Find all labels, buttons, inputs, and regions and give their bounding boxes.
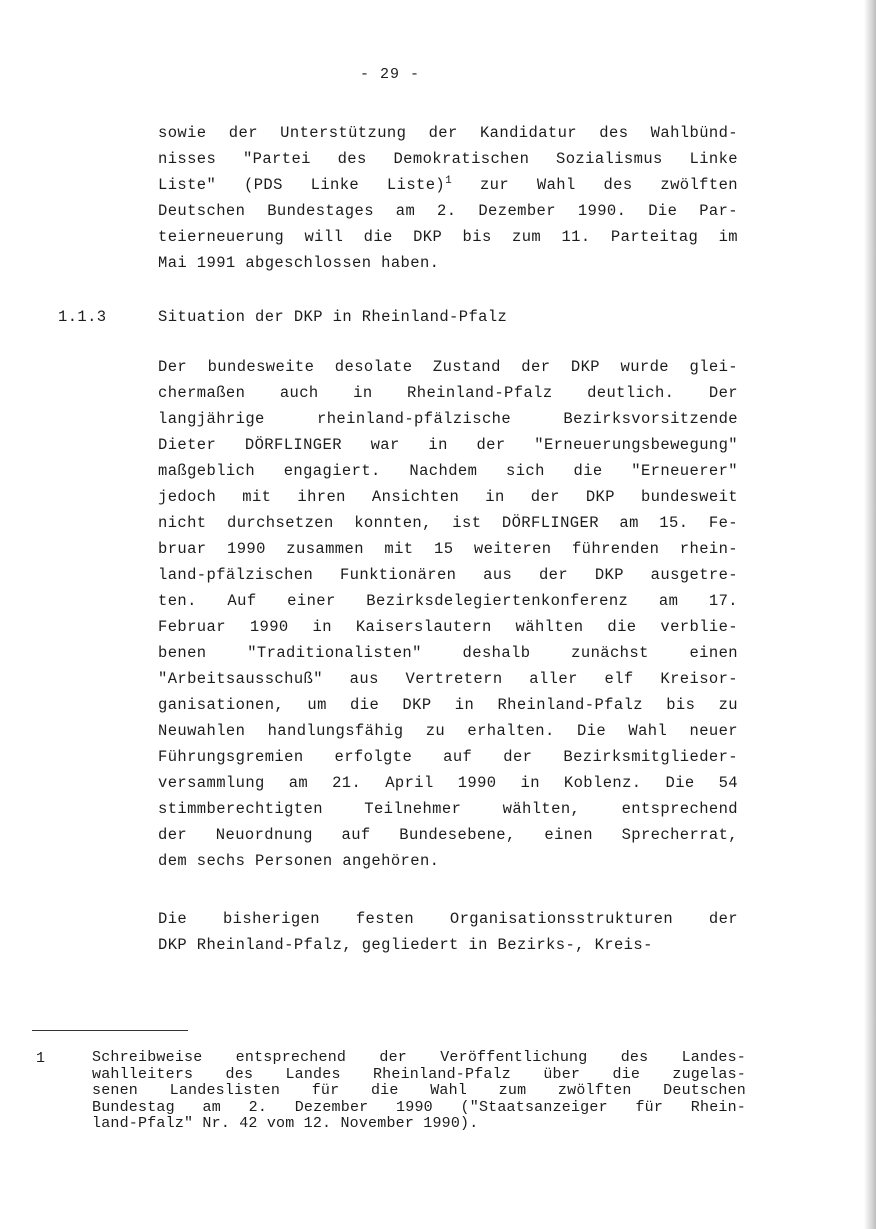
text-line: ganisationen, um die DKP in Rheinland-Pfalz bis zu: [158, 696, 738, 714]
text-line: benen "Traditionalisten" deshalb zunächst einen: [158, 644, 738, 662]
footnote-marker: 1: [36, 1050, 46, 1067]
footnote-text: [92, 1050, 746, 1133]
text-line: "Arbeitsausschuß" aus Vertretern aller elf Kreisor-: [158, 670, 738, 688]
text-line: dem sechs Personen angehören.: [158, 852, 440, 870]
text-line: sowie der Unterstützung der Kandidatur des Wahlbünd-: [158, 124, 738, 142]
text-line: Die bisherigen festen Organisationsstrukturen der: [158, 910, 738, 928]
footnote-line: Schreibweise entsprechend der Veröffentlichung des Landes-: [92, 1049, 746, 1066]
page-number: - 29 -: [359, 66, 420, 83]
text-line: land-pfälzischen Funktionären aus der DKP ausgetre-: [158, 566, 738, 584]
section-number: 1.1.3: [58, 308, 107, 326]
paragraph-continuation: [158, 120, 738, 276]
text-line: der Neuordnung auf Bundesebene, einen Sprecherrat,: [158, 826, 738, 844]
section-title: Situation der DKP in Rheinland-Pfalz: [158, 308, 508, 326]
text-line: Führungsgremien erfolgte auf der Bezirksmitglieder-: [158, 748, 738, 766]
footnote-line: land-Pfalz" Nr. 42 vom 12. November 1990).: [92, 1115, 479, 1132]
text-line: nicht durchsetzen konnten, ist DÖRFLINGER am 15. Fe-: [158, 514, 738, 532]
text-line: teierneuerung will die DKP bis zum 11. Parteitag im: [158, 228, 738, 246]
footnote-line: senen Landeslisten für die Wahl zum zwölften Deutschen: [92, 1082, 746, 1099]
text-line: ten. Auf einer Bezirksdelegiertenkonferenz am 17.: [158, 592, 738, 610]
paragraph-structures: [158, 906, 738, 958]
text-line-with-footnote-ref: [158, 172, 738, 198]
text-segment: Liste" (PDS Linke Liste): [158, 176, 446, 194]
footnote-line: Bundestag am 2. Dezember 1990 ("Staatsanzeiger für Rhein-: [92, 1098, 746, 1116]
text-line: stimmberechtigten Teilnehmer wählten, entsprechend: [158, 800, 738, 818]
text-line: Februar 1990 in Kaiserslautern wählten die verblie-: [158, 618, 738, 636]
text-line: langjährige rheinland-pfälzische Bezirksvorsitzende: [158, 410, 738, 428]
text-line: nisses "Partei des Demokratischen Sozialismus Linke: [158, 150, 738, 168]
text-line: jedoch mit ihren Ansichten in der DKP bundesweit: [158, 488, 738, 506]
text-line: DKP Rheinland-Pfalz, gegliedert in Bezirks-, Kreis-: [158, 936, 653, 954]
text-segment: zur Wahl des zwölften: [452, 176, 738, 194]
text-line: Deutschen Bundestages am 2. Dezember 1990. Die Par-: [158, 202, 738, 220]
page-edge-shadow: [864, 0, 876, 1229]
text-line: Der bundesweite desolate Zustand der DKP wurde glei-: [158, 358, 738, 376]
text-line: Dieter DÖRFLINGER war in der "Erneuerungsbewegung": [158, 436, 738, 454]
text-line: maßgeblich engagiert. Nachdem sich die "Erneuerer": [158, 462, 738, 480]
text-line: Mai 1991 abgeschlossen haben.: [158, 254, 440, 272]
footnote-divider: [32, 1030, 188, 1031]
footnote-reference[interactable]: 1: [445, 174, 453, 187]
text-line: bruar 1990 zusammen mit 15 weiteren führenden rhein-: [158, 540, 738, 558]
paragraph-situation: [158, 354, 738, 874]
footnote-line: wahlleiters des Landes Rheinland-Pfalz über die zugelas-: [92, 1065, 746, 1083]
text-line: chermaßen auch in Rheinland-Pfalz deutlich. Der: [158, 384, 738, 402]
text-line: versammlung am 21. April 1990 in Koblenz. Die 54: [158, 774, 738, 792]
text-line: Neuwahlen handlungsfähig zu erhalten. Die Wahl neuer: [158, 722, 738, 740]
